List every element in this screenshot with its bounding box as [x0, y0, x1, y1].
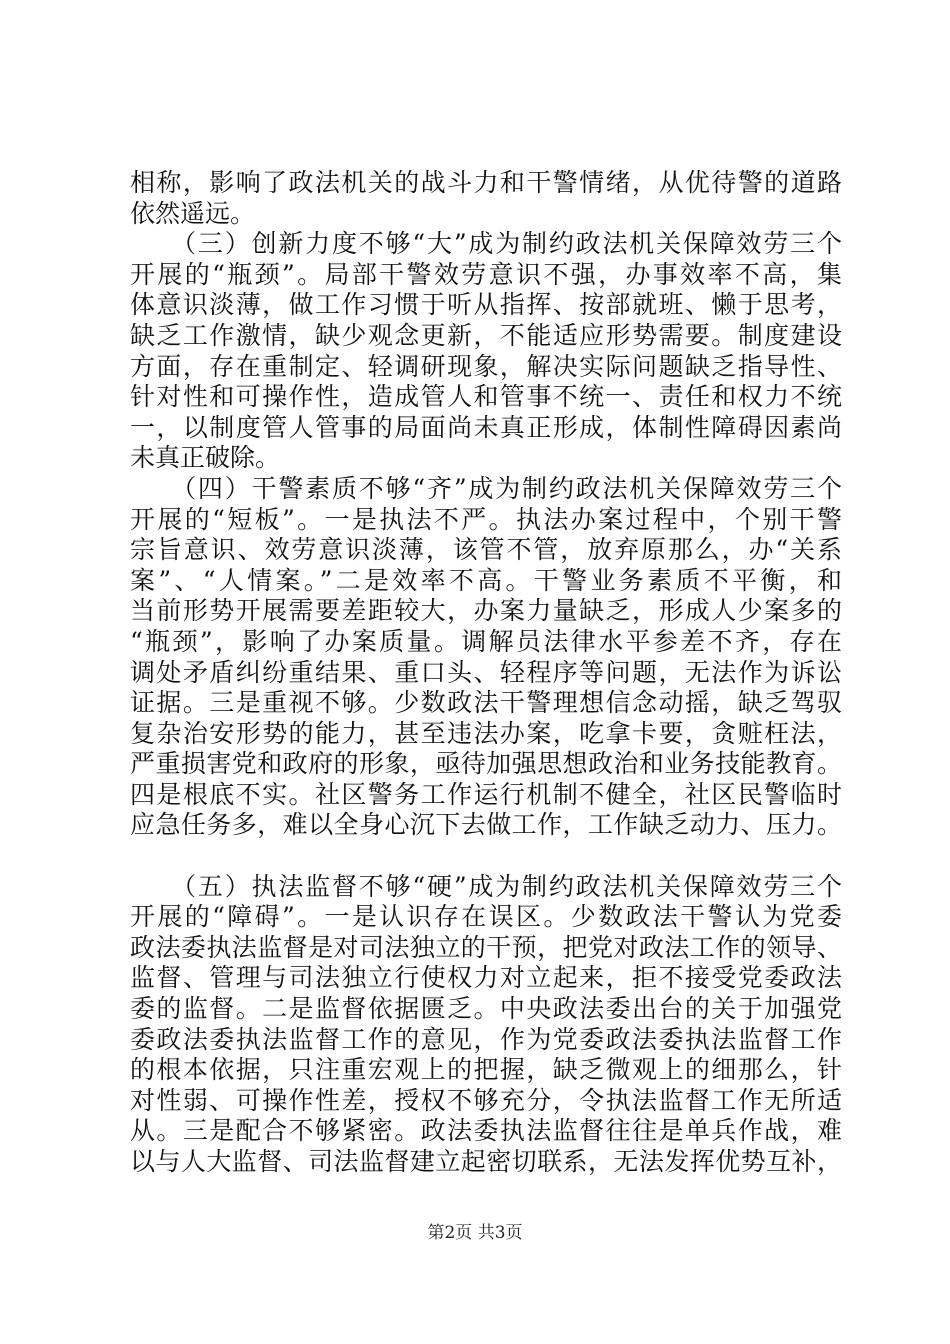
body-line: 针对性和可操作性，造成管人和管事不统一、责任和权力不统 — [130, 382, 842, 412]
page-number-footer: 第2页 共3页 — [427, 1223, 523, 1243]
body-line: “瓶颈”，影响了办案质量。调解员法律水平参差不齐，存在 — [130, 626, 842, 656]
body-line: 对性弱、可操作性差，授权不够充分，令执法监督工作无所适 — [130, 1085, 842, 1115]
body-line: 复杂治安形势的能力，甚至违法办案，吃拿卡要，贪赃枉法， — [130, 718, 842, 748]
body-line: 委的监督。二是监督依据匮乏。中央政法委出台的关于加强党 — [130, 994, 842, 1024]
body-line: 监督、管理与司法独立行使权力对立起来，拒不接受党委政法 — [130, 963, 842, 993]
body-line: （四）干警素质不够“齐”成为制约政法机关保障效劳三个 — [130, 473, 842, 503]
body-line: 体意识淡薄，做工作习惯于听从指挥、按部就班、懒于思考， — [130, 290, 842, 320]
body-line: 相称，影响了政法机关的战斗力和干警情绪，从优待警的道路 — [130, 168, 842, 197]
body-line: 四是根底不实。社区警务工作运行机制不健全，社区民警临时 — [130, 779, 842, 809]
blank-line — [130, 841, 842, 872]
body-line: 一，以制度管人管事的局面尚未真正形成，体制性障碍因素尚 — [130, 412, 842, 442]
body-line: 以与人大监督、司法监督建立起密切联系，无法发挥优势互补， — [130, 1147, 842, 1176]
body-line: 政法委执法监督是对司法独立的干预，把党对政法工作的领导、 — [130, 932, 842, 962]
body-line: （五）执法监督不够“硬”成为制约政法机关保障效劳三个 — [130, 871, 842, 901]
body-line: 开展的“瓶颈”。局部干警效劳意识不强，办事效率不高，集 — [130, 259, 842, 289]
body-line: 委政法委执法监督工作的意见，作为党委政法委执法监督工作 — [130, 1024, 842, 1054]
body-line: 的根本依据，只注重宏观上的把握，缺乏微观上的细那么，针 — [130, 1055, 842, 1085]
body-line: 未真正破除。 — [130, 443, 281, 473]
body-line: 证据。三是重视不够。少数政法干警理想信念动摇，缺乏驾驭 — [130, 688, 842, 718]
body-line: （三）创新力度不够“大”成为制约政法机关保障效劳三个 — [130, 229, 842, 259]
body-line: 缺乏工作激情，缺少观念更新，不能适应形势需要。制度建设 — [130, 320, 842, 350]
body-line: 案”、“人情案。”二是效率不高。干警业务素质不平衡，和 — [130, 565, 842, 595]
body-line: 从。三是配合不够紧密。政法委执法监督往往是单兵作战，难 — [130, 1116, 842, 1146]
body-line: 当前形势开展需要差距较大，办案力量缺乏，形成人少案多的 — [130, 596, 842, 626]
body-line: 开展的“障碍”。一是认识存在误区。少数政法干警认为党委 — [130, 902, 842, 932]
document-body — [130, 168, 842, 1178]
body-line: 严重损害党和政府的形象，亟待加强思想政治和业务技能教育。 — [130, 749, 842, 779]
body-line: 宗旨意识、效劳意识淡薄，该管不管，放弃原那么，办“关系 — [130, 535, 842, 565]
body-line: 应急任务多，难以全身心沉下去做工作，工作缺乏动力、压力。 — [130, 810, 842, 840]
body-line: 方面，存在重制定、轻调研现象，解决实际问题缺乏指导性、 — [130, 351, 842, 381]
body-line: 开展的“短板”。一是执法不严。执法办案过程中，个别干警 — [130, 504, 842, 534]
body-line: 依然遥远。 — [130, 198, 256, 228]
body-line: 调处矛盾纠纷重结果、重口头、轻程序等问题，无法作为诉讼 — [130, 657, 842, 687]
